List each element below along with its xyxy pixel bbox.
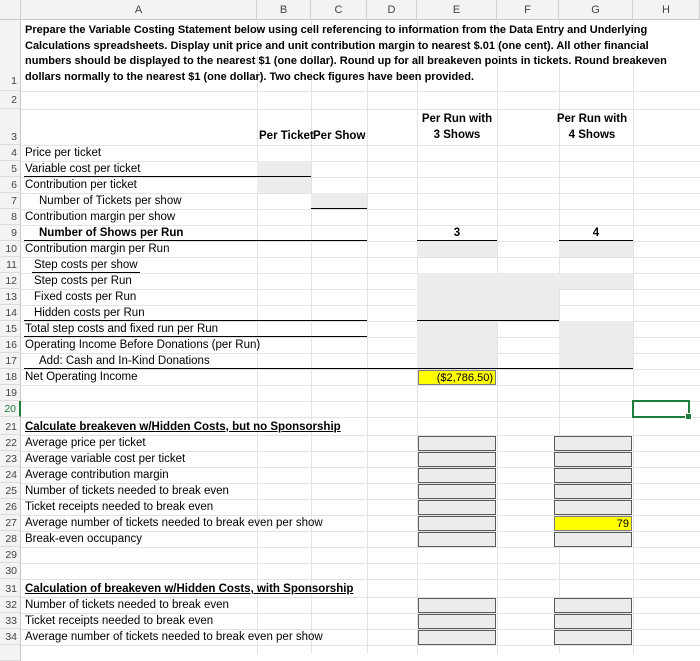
run4-sponsor-cell-33[interactable] — [554, 614, 632, 629]
instructions-text[interactable]: Prepare the Variable Costing Statement below using cell referencing to information from the Data Entry and Underlying Calculations spreadsheets. Display unit price and unit contribution margin to nearest $.01 (one cent). All other financial numbers should be displayed to the nearest $1 (one dollar). Round up for all breakeven points in tickets. Round breakeven dollars normally to the nearest $1 (one dollar). Two check figures have been provided. — [25, 24, 667, 83]
column-header-a[interactable]: A — [21, 0, 257, 20]
column-header-b[interactable]: B — [257, 0, 311, 20]
column-header-c[interactable]: C — [311, 0, 367, 20]
row-header-10[interactable]: 10 — [0, 241, 21, 257]
run4-shows-input[interactable] — [559, 241, 633, 257]
run3-total-input[interactable] — [417, 321, 497, 369]
label-tickets-per-show[interactable]: Number of Tickets per show — [39, 195, 182, 207]
row-header-16[interactable]: 16 — [0, 337, 21, 353]
run4-breakeven-cell-26[interactable] — [554, 500, 632, 515]
row-header-3[interactable]: 3 — [0, 109, 21, 145]
run3-breakeven-cell-24[interactable] — [418, 468, 496, 483]
label-cm-per-show[interactable]: Contribution margin per show — [25, 211, 176, 223]
run4-breakeven-cell-25[interactable] — [554, 484, 632, 499]
run4-sponsor-cell-34[interactable] — [554, 630, 632, 645]
label-receipts-to-breakeven[interactable]: Ticket receipts needed to break even — [25, 501, 214, 513]
row-header-13[interactable]: 13 — [0, 289, 21, 305]
label-sponsor-tickets-to-breakeven[interactable]: Number of tickets needed to break even — [25, 599, 229, 611]
per-ticket-header[interactable]: Per Ticket — [259, 130, 314, 142]
per-ticket-input-block[interactable] — [257, 161, 311, 193]
column-header-e[interactable]: E — [417, 0, 497, 20]
row-header-2[interactable]: 2 — [0, 91, 21, 109]
row-header-22[interactable]: 22 — [0, 435, 21, 451]
row-header-15[interactable]: 15 — [0, 321, 21, 337]
run3-sponsor-cell-33[interactable] — [418, 614, 496, 629]
row-header-27[interactable]: 27 — [0, 515, 21, 531]
label-contribution-per-ticket[interactable]: Contribution per ticket — [25, 179, 137, 191]
run4-header-line2[interactable]: 4 Shows — [568, 129, 616, 141]
run4-breakeven-cell-22[interactable] — [554, 436, 632, 451]
label-cm-per-run[interactable]: Contribution margin per Run — [25, 243, 170, 255]
label-avg-tickets-per-show[interactable]: Average number of tickets needed to break even per show — [25, 517, 323, 529]
run3-breakeven-cell-23[interactable] — [418, 452, 496, 467]
row-header-34[interactable]: 34 — [0, 629, 21, 645]
run4-breakeven-cell-28[interactable] — [554, 532, 632, 547]
run4-sponsor-cell-32[interactable] — [554, 598, 632, 613]
run4-tickets-per-show-check-value: 79 — [616, 518, 629, 530]
row-header-26[interactable]: 26 — [0, 499, 21, 515]
row-header-33[interactable]: 33 — [0, 613, 21, 629]
run4-total-input[interactable] — [559, 321, 633, 369]
row-header-18[interactable]: 18 — [0, 369, 21, 385]
per-show-header[interactable]: Per Show — [313, 130, 366, 142]
run4-breakeven-cell-23[interactable] — [554, 452, 632, 467]
run3-breakeven-cell-22[interactable] — [418, 436, 496, 451]
row-header-30[interactable]: 30 — [0, 563, 21, 579]
column-header-d[interactable]: D — [367, 0, 417, 20]
per-show-tickets-input[interactable] — [311, 193, 367, 209]
row-header-19[interactable]: 19 — [0, 385, 21, 401]
corner-cell[interactable] — [0, 0, 21, 20]
run4-step-cost-input[interactable] — [497, 273, 559, 321]
label-step-costs-per-show[interactable]: Step costs per show — [34, 259, 138, 271]
label-price-per-ticket[interactable]: Price per ticket — [25, 147, 102, 159]
label-sponsor-avg-tickets-per-show[interactable]: Average number of tickets needed to break even per show — [25, 631, 323, 643]
label-net-operating-income[interactable]: Net Operating Income — [25, 371, 138, 383]
label-breakeven-occupancy[interactable]: Break-even occupancy — [25, 533, 142, 545]
row-header-11[interactable]: 11 — [0, 257, 21, 273]
row-header-17[interactable]: 17 — [0, 353, 21, 369]
label-tickets-to-breakeven[interactable]: Number of tickets needed to break even — [25, 485, 229, 497]
row-header-28[interactable]: 28 — [0, 531, 21, 547]
label-add-donations[interactable]: Add: Cash and In-Kind Donations — [39, 355, 210, 367]
row-header-1[interactable]: 1 — [0, 20, 21, 91]
run4-breakeven-cell-24[interactable] — [554, 468, 632, 483]
row-header-9[interactable]: 9 — [0, 225, 21, 241]
run3-sponsor-cell-32[interactable] — [418, 598, 496, 613]
label-shows-per-run[interactable]: Number of Shows per Run — [39, 227, 184, 239]
column-header-f[interactable]: F — [497, 0, 559, 20]
run3-step-cost-input[interactable] — [417, 273, 497, 321]
label-step-costs-per-run[interactable]: Step costs per Run — [34, 275, 132, 287]
row-header-8[interactable]: 8 — [0, 209, 21, 225]
section-breakeven-no-sponsorship[interactable]: Calculate breakeven w/Hidden Costs, but no Sponsorship — [25, 421, 341, 433]
label-avg-variable-cost[interactable]: Average variable cost per ticket — [25, 453, 186, 465]
column-header-g[interactable]: G — [559, 0, 633, 20]
run3-shows-input[interactable] — [417, 241, 497, 257]
row-header-25[interactable]: 25 — [0, 483, 21, 499]
row-header-7[interactable]: 7 — [0, 193, 21, 209]
row-header-32[interactable]: 32 — [0, 597, 21, 613]
label-avg-contribution[interactable]: Average contribution margin — [25, 469, 169, 481]
row-header-12[interactable]: 12 — [0, 273, 21, 289]
row-header-31[interactable]: 31 — [0, 579, 21, 597]
run3-breakeven-cell-28[interactable] — [418, 532, 496, 547]
label-operating-income-before[interactable]: Operating Income Before Donations (per Run) — [25, 339, 261, 351]
run4-step-cost-g-input[interactable] — [559, 273, 633, 289]
run3-breakeven-cell-25[interactable] — [418, 484, 496, 499]
run3-header-line1[interactable]: Per Run with — [421, 113, 493, 125]
run3-shows-value[interactable]: 3 — [453, 227, 461, 239]
row-header-20[interactable]: 20 — [0, 401, 21, 417]
column-header-h[interactable]: H — [633, 0, 700, 20]
run3-sponsor-cell-34[interactable] — [418, 630, 496, 645]
net-operating-income-check-value: ($2,786.50) — [436, 372, 493, 384]
row-header-21[interactable]: 21 — [0, 417, 21, 435]
label-sponsor-receipts-to-breakeven[interactable]: Ticket receipts needed to break even — [25, 615, 214, 627]
row-header-6[interactable]: 6 — [0, 177, 21, 193]
label-avg-price[interactable]: Average price per ticket — [25, 437, 146, 449]
row-header-24[interactable]: 24 — [0, 467, 21, 483]
label-hidden-costs-per-run[interactable]: Hidden costs per Run — [34, 307, 145, 319]
run4-tickets-per-show-check[interactable] — [554, 516, 632, 531]
row-header-14[interactable]: 14 — [0, 305, 21, 321]
row-header-23[interactable]: 23 — [0, 451, 21, 467]
label-variable-cost-per-ticket[interactable]: Variable cost per ticket — [25, 163, 141, 175]
net-operating-income-check[interactable] — [418, 370, 496, 385]
run3-breakeven-cell-26[interactable] — [418, 500, 496, 515]
run4-shows-value[interactable]: 4 — [592, 227, 600, 239]
run4-header-line1[interactable]: Per Run with — [556, 113, 628, 125]
row-header-5[interactable]: 5 — [0, 161, 21, 177]
run3-header-line2[interactable]: 3 Shows — [433, 129, 481, 141]
row-header-35[interactable] — [0, 645, 21, 661]
label-total-step-fixed[interactable]: Total step costs and fixed run per Run — [25, 323, 219, 335]
selected-cell-h20[interactable] — [632, 400, 690, 418]
section-breakeven-with-sponsorship[interactable]: Calculation of breakeven w/Hidden Costs, with Sponsorship — [25, 583, 354, 595]
run3-breakeven-cell-27[interactable] — [418, 516, 496, 531]
label-fixed-costs-per-run[interactable]: Fixed costs per Run — [34, 291, 137, 303]
row-header-29[interactable]: 29 — [0, 547, 21, 563]
row-header-4[interactable]: 4 — [0, 145, 21, 161]
